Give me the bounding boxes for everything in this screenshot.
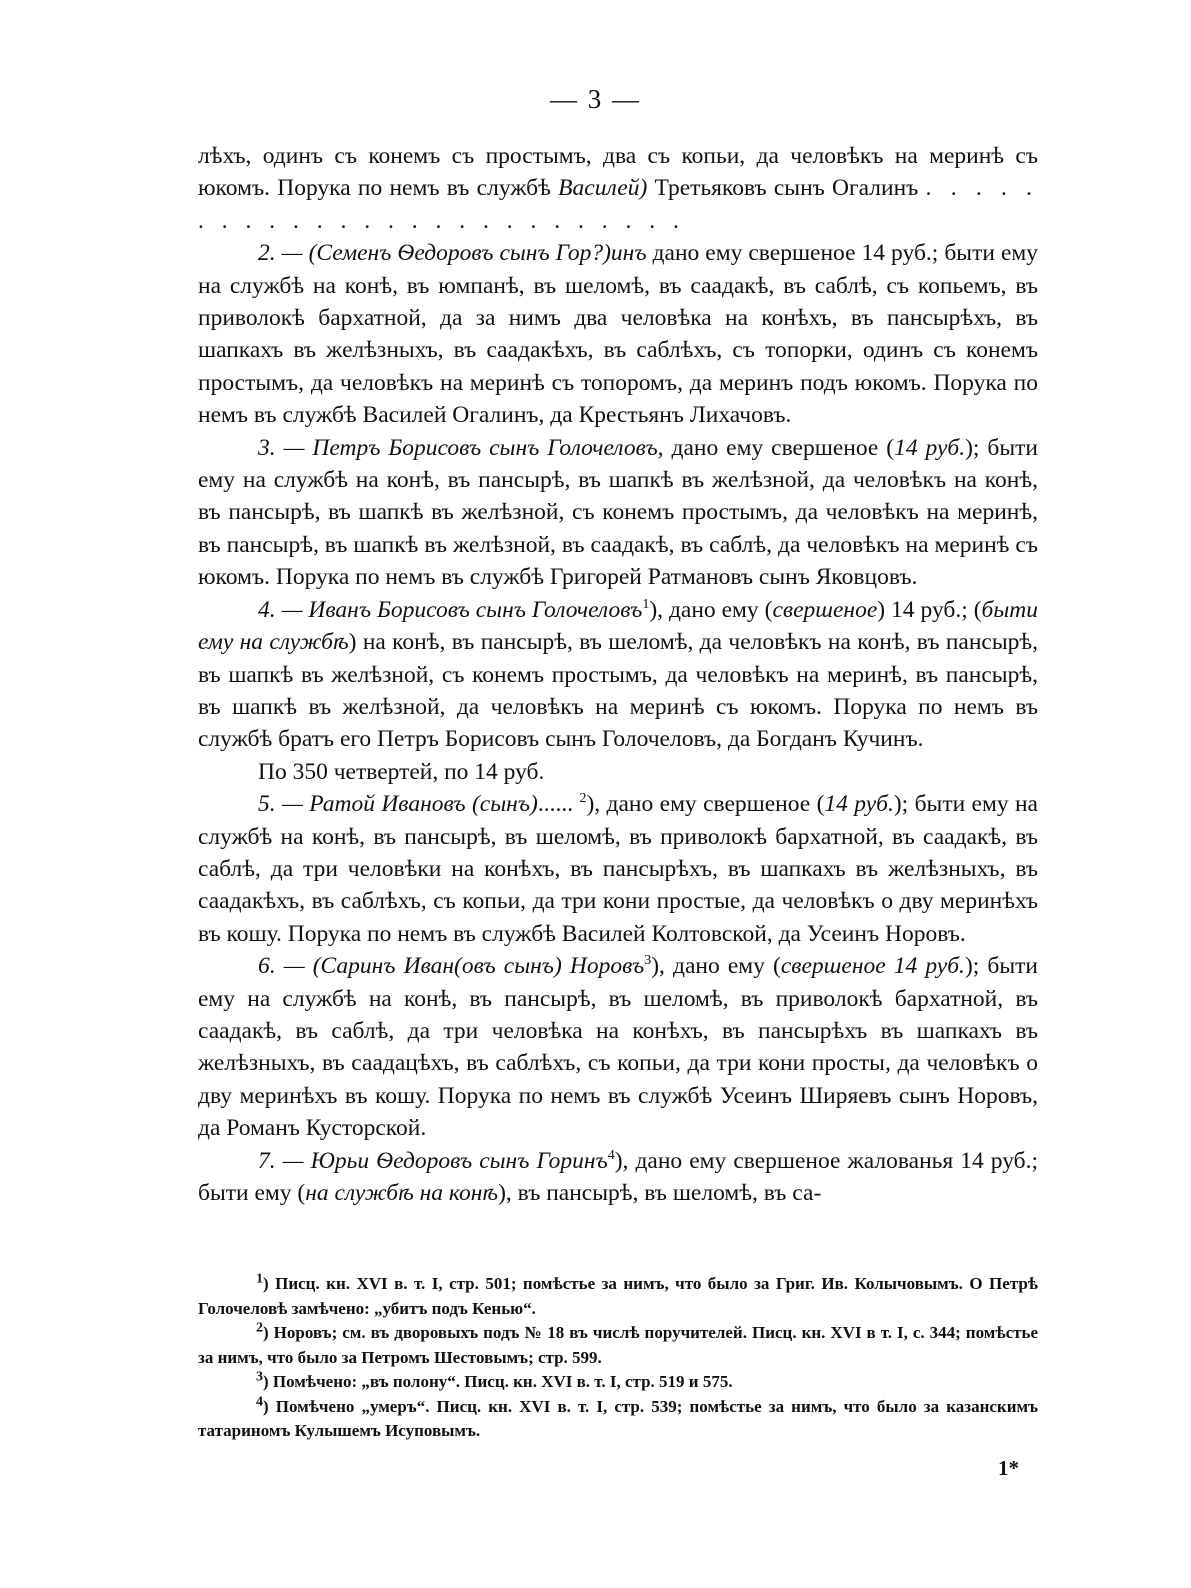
italic-name: Ратой Ивановъ (сынъ) (309, 791, 538, 818)
footnote-text: ) Писц. кн. XVI в. т. I, стр. 501; помѣстье за нимъ, что было за Григ. Ив. Колычовымъ. О Петрѣ Голочеловѣ замѣчено: „убитъ подъ Кенью“. (198, 1274, 1038, 1318)
section-heading (198, 756, 1038, 788)
italic-name: (Семенъ Ѳедоровъ сынъ Гор?)инъ (308, 240, 647, 267)
footnote-mark: 3 (256, 1369, 263, 1385)
italic-phrase: быти ему на службѣ (198, 596, 1038, 656)
footnote-text: ) Норовъ; см. въ дворовыхъ подъ № 18 въ числѣ поручителей. Писц. кн. XVI в т. I, с. 344; помѣстье за нимъ, что было за Петромъ Шестовымъ; стр. 599. (198, 1323, 1038, 1367)
italic-name: Юрьи Ѳедоровъ сынъ Горинъ (310, 1147, 608, 1174)
entry-number: 4. — (258, 596, 309, 623)
footnote-4 (198, 1395, 1038, 1444)
text-run: ), дано ему ( (649, 596, 773, 623)
text-run: По 350 четвертей, по 14 руб. (258, 758, 545, 785)
footnote-3 (198, 1370, 1038, 1395)
main-text (198, 140, 1038, 1209)
footnote-mark: 4 (256, 1393, 263, 1409)
footnote-1 (198, 1272, 1038, 1321)
text-run: лѣхъ, одинъ съ конемъ съ простымъ, два съ копьи, да человѣкъ на меринѣ съ юкомъ. Порука по немъ въ службѣ (198, 143, 1038, 202)
italic-name: Иванъ Борисовъ сынъ Голочеловъ (308, 596, 643, 623)
footnote-2 (198, 1321, 1038, 1370)
entry-number: 3. — (258, 434, 313, 461)
text-run: ) на конѣ, въ пансырѣ, въ шеломѣ, да человѣкъ на конѣ, въ пансырѣ, въ шапкѣ въ желѣзной, съ конемъ простымъ, да человѣкъ на меринѣ, въ пансырѣ, въ шапкѣ въ желѣзной, да человѣкъ на меринѣ съ юкомъ. Порука по немъ въ службѣ братъ его Петръ Борисовъ сынъ Голочеловъ, да Богданъ Кучинъ. (198, 629, 1039, 753)
italic-name: Петръ Борисовъ сынъ Голочеловъ, (312, 434, 664, 461)
footnote-mark: 1 (256, 1271, 263, 1287)
dot-leader: . . . . . . . . . . . . . . . . . . . . . . . . . . (198, 175, 1038, 234)
footnotes (198, 1272, 1038, 1444)
footnote-ref[interactable]: 4 (607, 1147, 615, 1163)
footnote-text: ) Помѣчено: „въ полону“. Писц. кн. XVI в. т. I, стр. 519 и 575. (263, 1372, 733, 1391)
italic-amount: 14 руб. (824, 791, 894, 818)
entry-5 (198, 788, 1038, 950)
text-run: ); быти ему на службѣ на конѣ, въ пансырѣ, въ шеломѣ, въ приволокѣ бархатной, въ саадакѣ, въ саблѣ, да три человѣка на конѣхъ, въ пансырѣхъ въ шапкахъ въ желѣзныхъ, въ саадацѣхъ, въ саблѣхъ, съ копьи, да три кони просты, да человѣкъ о дву меринѣхъ въ кошу. Порука по немъ въ службѣ Усеинъ Ширяевъ сынъ Норовъ, да Романъ Кусторской. (198, 953, 1038, 1142)
text-run: дано ему свершеное ( (663, 434, 895, 461)
italic-amount: 14 руб. (894, 434, 966, 461)
text-run: ), дано ему ( (651, 953, 781, 980)
text-run: ), дано ему свершеное жалованья 14 руб.; быти ему ( (198, 1147, 1039, 1206)
signature-mark: 1* (998, 1456, 1019, 1480)
text-run: ); быти ему на службѣ на конѣ, въ пансырѣ, въ шеломѣ, въ приволокѣ бархатной, въ саадакѣ, въ саблѣ, да три человѣки на конѣхъ, въ пансырѣхъ, въ шапкахъ въ желѣзныхъ, въ саадакѣхъ, въ саблѣхъ, съ копьи, да три кони простые, да человѣкъ о дву меринѣхъ въ кошу. Порука по немъ въ службѣ Василей Колтовской, да Усеинъ Норовъ. (198, 791, 1038, 947)
text-run: ); быти ему на службѣ на конѣ, въ пансырѣ, въ шапкѣ въ желѣзной, да человѣкъ на конѣ, въ пансырѣ, въ шапкѣ въ желѣзной, съ конемъ простымъ, да человѣкъ на меринѣ, въ пансырѣ, въ шапкѣ въ желѣзной, въ саадакѣ, въ саблѣ, да человѣкъ на меринѣ съ юкомъ. Порука по немъ въ службѣ Григорей Ратмановъ сынъ Яковцовъ. (198, 434, 1038, 591)
text-run: ) 14 руб.; ( (877, 596, 982, 623)
footnote-ref[interactable]: 3 (644, 953, 652, 969)
italic-name: (Саринъ Иван(овъ сынъ) Норовъ (312, 953, 645, 980)
text-run: Третьяковъ сынъ Огалинъ (647, 175, 919, 202)
footnote-ref[interactable]: 2 (579, 791, 587, 807)
italic-phrase: на службѣ на конѣ (305, 1180, 499, 1206)
text-run: дано ему свершеное 14 руб.; быти ему на службѣ на конѣ, въ юмпанѣ, въ шеломѣ, въ саадакѣ, въ саблѣ, съ копьемъ, въ приволокѣ бархатной, да за нимъ два человѣка на конѣхъ, въ пансырѣхъ, въ шапкахъ въ желѣзныхъ, въ саадакѣхъ, въ саблѣхъ, съ топорки, одинъ съ конемъ простымъ, да человѣкъ на меринѣ съ топоромъ, да меринъ подъ юкомъ. Порука по немъ въ службѣ Василей Огалинъ, да Крестьянъ Лихачовъ. (198, 240, 1038, 429)
paragraph-continuation (198, 140, 1038, 237)
footnote-ref[interactable]: 1 (642, 596, 650, 612)
italic-name: Василей) (558, 175, 648, 202)
entry-number: 6. — (258, 953, 313, 980)
italic-amount: свершеное 14 руб. (780, 953, 965, 980)
entry-number: 5. — (258, 791, 310, 818)
footnote-mark: 2 (256, 1320, 263, 1336)
text-run: ), въ пансырѣ, въ шеломѣ, въ са- (498, 1180, 822, 1206)
entry-3 (198, 432, 1038, 594)
text-run: ), дано ему свершеное ( (586, 791, 825, 818)
page-number-header: — 3 — (550, 84, 641, 114)
footnote-text: ) Помѣчено „умеръ“. Писц. кн. XVI в. т. I, стр. 539; помѣстье за нимъ, что было за казанскимъ татариномъ Кулышемъ Исуповымъ. (198, 1396, 1038, 1440)
italic-word: свершеное (772, 596, 878, 623)
entry-2 (198, 237, 1038, 431)
entry-number: 7. — (258, 1147, 311, 1174)
entry-6 (198, 950, 1038, 1144)
entry-number: 2. — (258, 240, 309, 267)
text-run: ...... (537, 791, 580, 818)
entry-7 (198, 1145, 1038, 1210)
entry-4 (198, 594, 1038, 756)
